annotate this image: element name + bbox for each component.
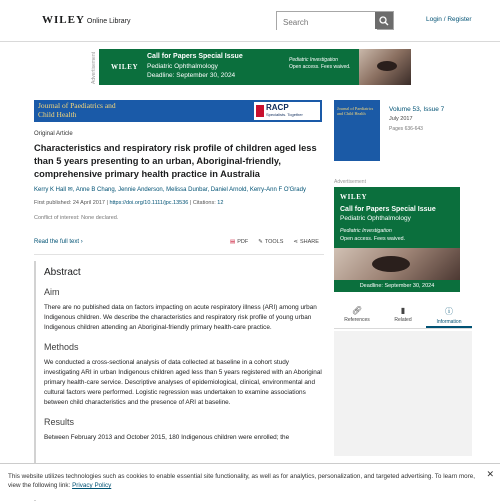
journal-banner[interactable] xyxy=(34,100,322,122)
search-icon xyxy=(379,16,389,26)
chevron-right-icon: › xyxy=(80,239,83,245)
cover-title: Journal of Paediatrics and Child Health xyxy=(337,106,374,116)
abstract-heading: Abstract xyxy=(44,267,81,278)
methods-text: We conducted a cross-sectional analysis of data collected at baseline in a cohort study investigating ARI in urban Indigenous children aged less than 5 years registered with an Aboriginal primary health-care service. Descriptive analyses of epidemiological, clinical, environmental and cultural factors were performed. Logistic regression was undertaken to examine associations between child characteristics and the presence of ARI at baseline. xyxy=(44,359,322,406)
racp-title: RACP xyxy=(266,103,289,112)
search-button[interactable] xyxy=(375,12,393,29)
ad2-open-access: Open access. Fees waived. xyxy=(340,235,406,242)
pdf-icon: ▤ xyxy=(230,239,236,245)
ad-journal-text xyxy=(289,57,350,71)
tools-button[interactable] xyxy=(258,239,283,245)
journal-name xyxy=(38,102,116,119)
ad-wiley-logo: WILEY xyxy=(111,63,139,71)
tab-information-label: Information xyxy=(436,319,462,325)
close-icon[interactable]: ✕ xyxy=(486,469,494,479)
results-text: Between February 2013 and October 2015, 180 Indigenous children were enrolled; the xyxy=(44,434,290,441)
article-title: Characteristics and respiratory risk profile of children aged less than 5 years presenting to an urban, Aboriginal-friendly, comprehensive primary health practice in Australia xyxy=(34,143,317,179)
aim-text: There are no published data on factors impacting on acute respiratory illness (ARI) among urban Indigenous children. We describe the characteristics and respiratory risk profile of young urban Indigenous children attending an Aboriginal-friendly primary health-care practice. xyxy=(44,304,317,331)
first-published-date: 24 April 2017 xyxy=(72,200,105,206)
conflict-of-interest: Conflict of interest: None declared. xyxy=(34,215,119,221)
first-published-label: First published: xyxy=(34,200,72,206)
racp-mark-icon xyxy=(256,105,264,117)
ad-call-title: Call for Papers Special Issue xyxy=(147,53,243,60)
ad2-topic: Pediatric Ophthalmology xyxy=(340,215,411,222)
article-tools xyxy=(230,239,319,245)
journal-cover[interactable] xyxy=(334,100,380,161)
wrench-icon: ✎ xyxy=(258,239,263,245)
ad-call-text xyxy=(147,52,243,81)
cookie-text xyxy=(8,472,484,490)
share-icon: ⋖ xyxy=(293,239,298,245)
tab-references-label: References xyxy=(344,317,370,323)
link-icon: 🔗︎ xyxy=(351,306,363,315)
article-type: Original Article xyxy=(34,131,73,137)
cookie-banner xyxy=(0,463,500,500)
ad2-wiley-logo: WILEY xyxy=(340,193,368,201)
methods-heading: Methods xyxy=(44,342,79,352)
ad2-deadline: Deadline: September 30, 2024 xyxy=(334,280,460,292)
publication-info: First published: 24 April 2017 | https://doi.org/10.1111/jpc.13536 | Citations: 12 xyxy=(34,200,224,206)
ad-journal: Pediatric Investigation xyxy=(289,57,338,63)
tab-related-label: Related xyxy=(394,317,412,323)
search-box xyxy=(276,11,394,30)
ad-deadline: Deadline: September 30, 2024 xyxy=(147,72,236,79)
ad-eye-image xyxy=(359,49,411,85)
share-label: SHARE xyxy=(299,239,319,245)
cookie-message: This website utilizes technologies such as cookies to enable essential site functionality, as well as for analytics, personalization, and targeted advertising. To learn more, view the following link: xyxy=(8,473,476,489)
volume-issue-link[interactable]: Volume 53, Issue 7 xyxy=(389,106,445,113)
ad-open-access: Open access. Fees waived. xyxy=(289,64,351,70)
issue-pages: Pages 636-643 xyxy=(389,126,423,132)
journal-name-line1: Journal of Paediatrics and xyxy=(38,101,116,110)
tab-references[interactable] xyxy=(334,303,380,328)
sidebar-advertisement[interactable] xyxy=(334,187,460,292)
citations-count[interactable]: 12 xyxy=(217,200,224,206)
tools-label: TOOLS xyxy=(264,239,284,245)
ad2-eye-image xyxy=(334,248,460,280)
logo-text: WILEY xyxy=(42,14,85,26)
sidebar-tabs xyxy=(334,303,472,329)
racp-logo xyxy=(254,102,320,120)
tab-related[interactable] xyxy=(380,303,426,328)
sidebar-ad-label: Advertisement xyxy=(334,179,366,185)
read-full-text-link[interactable] xyxy=(34,239,83,245)
site-header xyxy=(0,0,500,42)
search-input[interactable] xyxy=(277,14,377,31)
issue-date: July 2017 xyxy=(389,116,413,122)
read-full-text-label: Read the full text xyxy=(34,239,80,245)
privacy-policy-link[interactable]: Privacy Policy xyxy=(72,482,112,489)
ad2-journal-text xyxy=(340,228,405,243)
results-heading: Results xyxy=(44,417,75,427)
logo-sub-text: Online Library xyxy=(86,18,131,25)
divider xyxy=(34,254,324,255)
info-icon: ⓘ xyxy=(445,307,453,316)
pdf-button[interactable] xyxy=(230,239,248,245)
pdf-label: PDF xyxy=(237,239,249,245)
login-register-link[interactable]: Login / Register xyxy=(426,16,472,23)
ad2-call-title: Call for Papers Special Issue xyxy=(340,206,436,213)
share-button[interactable] xyxy=(293,239,319,245)
top-advertisement[interactable] xyxy=(99,49,411,85)
ad-topic: Pediatric Ophthalmology xyxy=(147,62,218,70)
citations-label: Citations: xyxy=(192,200,216,206)
wiley-logo[interactable] xyxy=(42,14,130,26)
racp-subtitle: Specialists. Together xyxy=(266,112,303,117)
journal-name-line2: Child Health xyxy=(38,109,77,119)
ad2-journal: Pediatric Investigation xyxy=(340,228,392,234)
author-list[interactable]: Kerry K Hall ✉, Anne B Chang, Jennie Anderson, Melissa Dunbar, Daniel Arnold, Kerry-Ann F O'Grady xyxy=(34,187,306,193)
aim-heading: Aim xyxy=(44,287,60,297)
ad2-call-text xyxy=(340,205,458,223)
ad-label: Advertisement xyxy=(91,52,97,84)
bookmark-icon: ▮ xyxy=(400,306,406,315)
sidebar-tab-panel xyxy=(334,331,472,456)
tab-information[interactable] xyxy=(426,303,472,328)
doi-link[interactable]: https://doi.org/10.1111/jpc.13536 xyxy=(109,200,189,206)
